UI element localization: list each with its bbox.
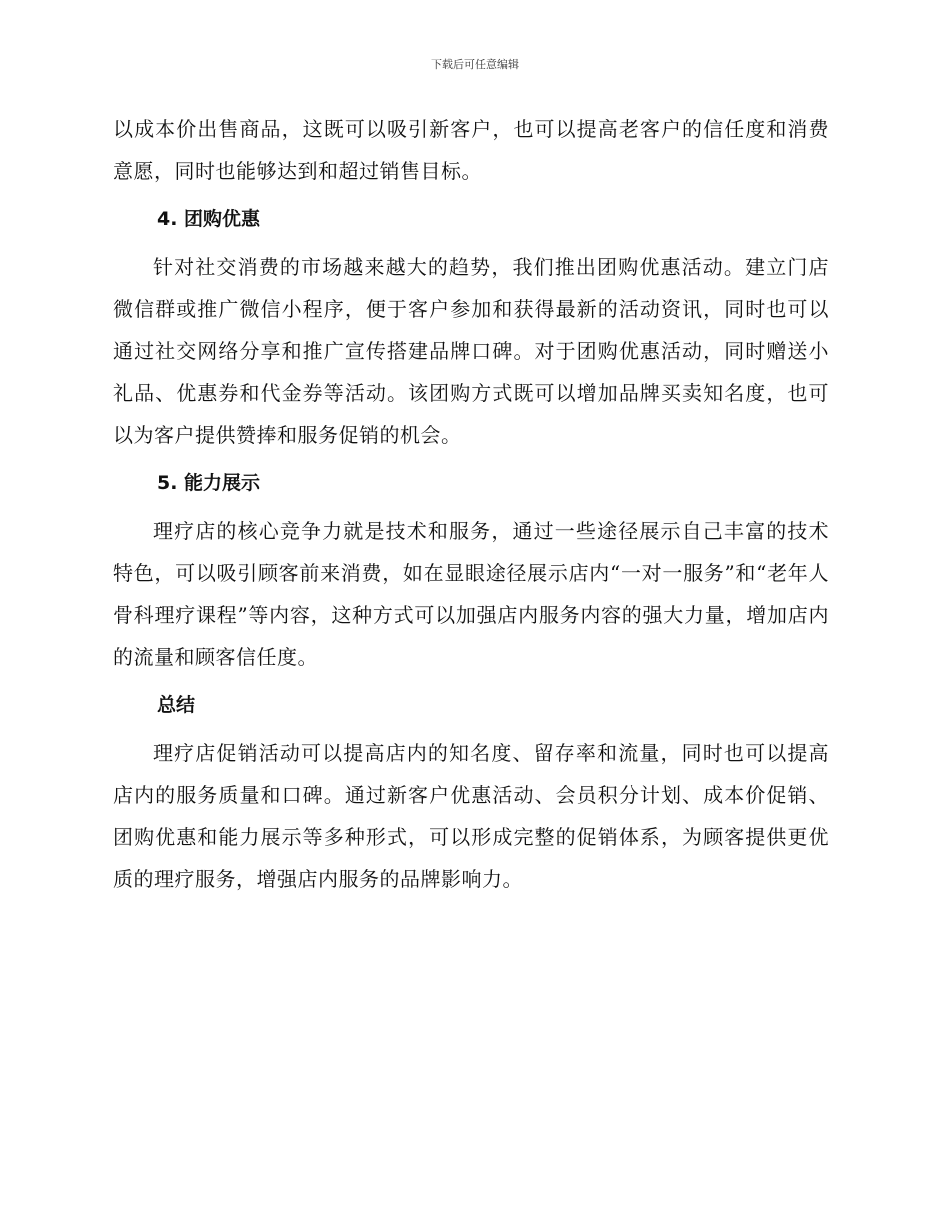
section-paragraph-capability: 理疗店的核心竞争力就是技术和服务，通过一些途径展示自己丰富的技术特色，可以吸引顾客前来消费，如在显眼途径展示店内“一对一服务”和“老年人骨科理疗课程”等内容，这种方式可以加强店内服务内容的强大力量，增加店内的流量和顾客信任度。 — [113, 519, 829, 669]
intro-paragraph: 以成本价出售商品，这既可以吸引新客户，也可以提高老客户的信任度和消费意愿，同时也能够达到和超过销售目标。 — [113, 117, 829, 183]
document-body — [113, 108, 829, 900]
section-paragraph-summary: 理疗店促销活动可以提高店内的知名度、留存率和流量，同时也可以提高店内的服务质量和口碑。通过新客户优惠活动、会员积分计划、成本价促销、团购优惠和能力展示等多种形式，可以形成完整的促销体系，为顾客提供更优质的理疗服务，增强店内服务的品牌影响力。 — [113, 741, 829, 891]
section-heading-capability: 5. 能力展示 — [157, 472, 261, 494]
section-heading-group-buy: 4. 团购优惠 — [157, 208, 261, 230]
page-header: 下载后可任意编辑 — [431, 58, 519, 71]
section-heading-summary: 总结 — [157, 694, 196, 716]
section-paragraph-group-buy: 针对社交消费的市场越来越大的趋势，我们推出团购优惠活动。建立门店微信群或推广微信小程序，便于客户参加和获得最新的活动资讯，同时也可以通过社交网络分享和推广宣传搭建品牌口碑。对于团购优惠活动，同时赠送小礼品、优惠券和代金券等活动。该团购方式既可以增加品牌买卖知名度，也可以为客户提供赞捧和服务促销的机会。 — [113, 255, 829, 447]
